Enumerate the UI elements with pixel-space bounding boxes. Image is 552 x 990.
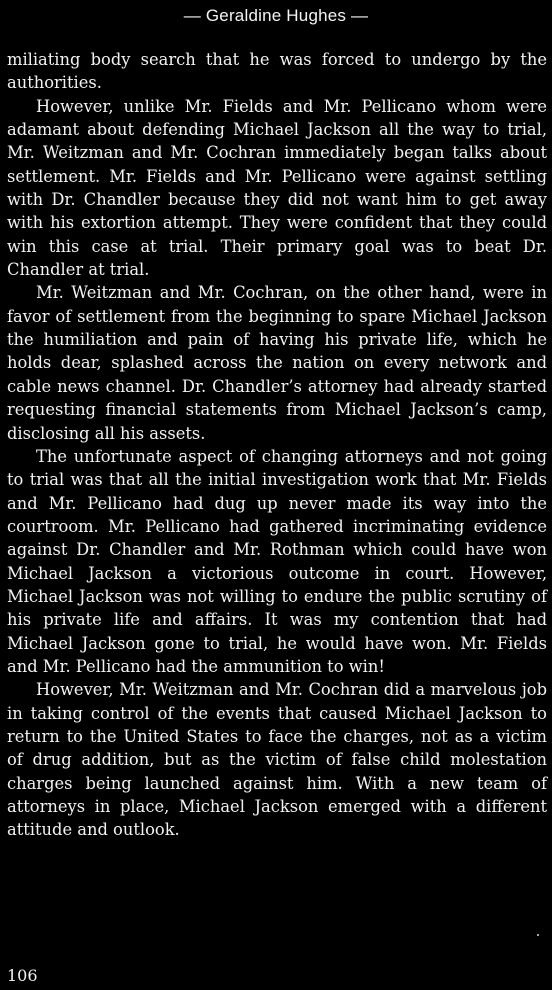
page-number: 106 [7, 966, 38, 985]
body-text [7, 48, 547, 842]
paragraph: The unfortunate aspect of changing attorneys and not going to trial was that all the initial investigation work that Mr. Fields and Mr. Pellicano had dug up never made its way into the courtroom. Mr. Pellicano had gathered incriminating evidence against Dr. Chandler and Mr. Rothman which could have won Michael Jackson a victorious outcome in court. However, Michael Jackson was not willing to endure the public scrutiny of his private life and affairs. It was my contention that had Michael Jackson gone to trial, he would have won. Mr. Fields and Mr. Pellicano had the ammunition to win! [7, 446, 547, 676]
paragraph: However, unlike Mr. Fields and Mr. Pellicano whom were adamant about defending Michael Jackson all the way to trial, Mr. Weitzman and Mr. Cochran immediately began talks about settlement. Mr. Fields and Mr. Pellicano were against settling with Dr. Chandler because they did not want him to get away with his extortion attempt. They were confident that they could win this case at trial. Their primary goal was to beat Dr. Chandler at trial. [7, 96, 547, 280]
paragraph-continued: miliating body search that he was forced to undergo by the authorities. [7, 50, 547, 93]
running-head: — Geraldine Hughes — [183, 6, 369, 25]
scan-speck [537, 934, 539, 936]
paragraph: However, Mr. Weitzman and Mr. Cochran did a marvelous job in taking control of the events that caused Michael Jackson to return to the United States to face the charges, not as a victim of drug addition, but as the victim of false child molestation charges being launched against him. With a new team of attorneys in place, Michael Jackson emerged with a different attitude and outlook. [7, 680, 547, 840]
paragraph: Mr. Weitzman and Mr. Cochran, on the other hand, were in favor of settlement from the beginning to spare Michael Jackson the humiliation and pain of having his private life, which he holds dear, splashed across the nation on every network and cable news channel. Dr. Chandler’s attorney had already started requesting financial statements from Michael Jackson’s camp, disclosing all his assets. [7, 283, 547, 443]
